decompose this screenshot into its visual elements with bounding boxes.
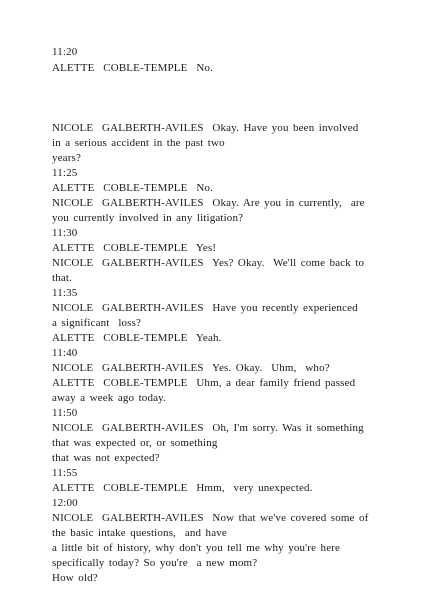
- transcript-line: ALETTE COBLE-TEMPLE Hmm, very unexpected.: [52, 482, 313, 494]
- transcript-line: ALETTE COBLE-TEMPLE Uhm, a dear family friend passed: [52, 377, 356, 389]
- transcript-line: NICOLE GALBERTH-AVILES Have you recently experienced: [52, 302, 358, 314]
- timestamp: 11:50: [52, 407, 78, 419]
- transcript-line: a significant loss?: [52, 317, 142, 329]
- timestamp: 11:35: [52, 287, 78, 299]
- transcript-line: the basic intake questions, and have: [52, 527, 227, 539]
- transcript-line: ALETTE COBLE-TEMPLE Yes!: [52, 242, 217, 254]
- timestamp: 11:40: [52, 347, 78, 359]
- transcript-line: NICOLE GALBERTH-AVILES Okay. Are you in currently, are: [52, 197, 365, 209]
- transcript-line: a little bit of history, why don't you tell me why you're here: [52, 542, 341, 554]
- transcript-line: that was expected or, or something: [52, 437, 218, 449]
- transcript-line: in a serious accident in the past two: [52, 137, 225, 149]
- transcript-line: away a week ago today.: [52, 392, 166, 404]
- transcript-line: NICOLE GALBERTH-AVILES Now that we've covered some of: [52, 512, 369, 524]
- transcript-line: NICOLE GALBERTH-AVILES Oh, I'm sorry. Was it something: [52, 422, 364, 434]
- transcript-line: years?: [52, 152, 81, 164]
- transcript-line: specifically today? So you're a new mom?: [52, 557, 258, 569]
- transcript-line: NICOLE GALBERTH-AVILES Yes. Okay. Uhm, who?: [52, 362, 330, 374]
- timestamp: 12:00: [52, 497, 78, 509]
- timestamp: 11:25: [52, 167, 78, 179]
- transcript-line: that.: [52, 272, 72, 284]
- transcript-line: ALETTE COBLE-TEMPLE No.: [52, 182, 213, 194]
- timestamp: 11:55: [52, 467, 78, 479]
- timestamp: 11:20: [52, 46, 78, 58]
- transcript-line: ALETTE COBLE-TEMPLE No.: [52, 62, 213, 74]
- transcript-line: NICOLE GALBERTH-AVILES Okay. Have you been involved: [52, 122, 359, 134]
- transcript-line: that was not expected?: [52, 452, 160, 464]
- transcript-line: How old?: [52, 572, 98, 584]
- transcript-line: you currently involved in any litigation?: [52, 212, 244, 224]
- transcript-line: ALETTE COBLE-TEMPLE Yeah.: [52, 332, 222, 344]
- timestamp: 11:30: [52, 227, 78, 239]
- transcript-line: NICOLE GALBERTH-AVILES Yes? Okay. We'll come back to: [52, 257, 365, 269]
